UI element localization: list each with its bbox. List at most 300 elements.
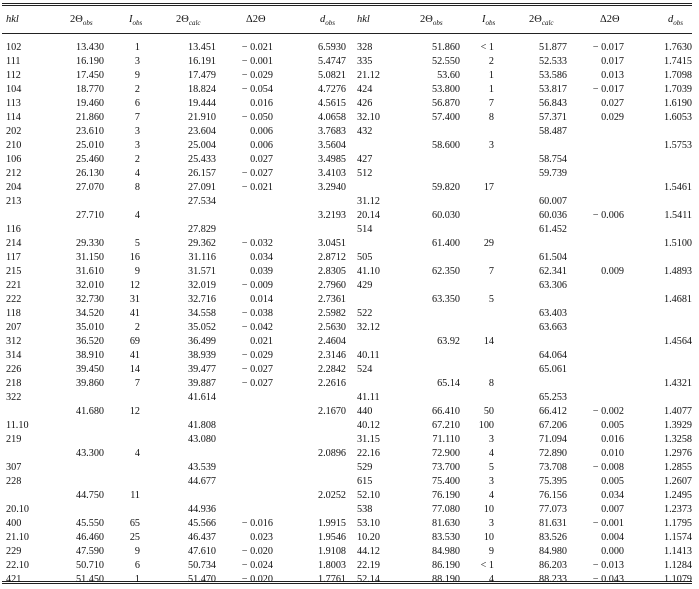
- cell-d-obs: 1.7415: [663, 56, 692, 67]
- cell-intensity-obs: 31: [129, 294, 140, 305]
- cell-hkl: 429: [357, 280, 373, 291]
- cell-two-theta-calc: 77.073: [538, 504, 567, 515]
- cell-two-theta-obs: 51.450: [75, 574, 104, 585]
- cell-two-theta-calc: 75.395: [538, 476, 567, 487]
- cell-two-theta-calc: 34.558: [187, 308, 216, 319]
- cell-delta-two-theta: 0.013: [601, 70, 624, 81]
- cell-hkl: 41.11: [357, 392, 380, 403]
- cell-d-obs: 1.9108: [317, 546, 346, 557]
- cell-hkl: 514: [357, 224, 373, 235]
- cell-intensity-obs: 5: [134, 238, 140, 249]
- cell-two-theta-obs: 88.190: [431, 574, 460, 585]
- cell-d-obs: 1.9915: [317, 518, 346, 529]
- cell-delta-two-theta: − 0.009: [241, 280, 273, 291]
- cell-d-obs: 3.7683: [317, 126, 346, 137]
- cell-two-theta-calc: 60.036: [538, 210, 567, 221]
- cell-two-theta-obs: 27.070: [75, 182, 104, 193]
- cell-two-theta-obs: 31.610: [75, 266, 104, 277]
- cell-two-theta-obs: 75.400: [431, 476, 460, 487]
- cell-intensity-obs: 6: [134, 560, 140, 571]
- cell-two-theta-obs: 81.630: [431, 518, 460, 529]
- cell-intensity-obs: 2: [134, 84, 140, 95]
- cell-two-theta-obs: 60.030: [431, 210, 460, 221]
- cell-two-theta-calc: 36.499: [187, 336, 216, 347]
- cell-intensity-obs: 9: [488, 546, 494, 557]
- cell-delta-two-theta: 0.034: [250, 252, 273, 263]
- cell-delta-two-theta: − 0.038: [241, 308, 273, 319]
- cell-intensity-obs: 7: [488, 266, 494, 277]
- cell-intensity-obs: 10: [483, 504, 494, 515]
- cell-delta-two-theta: 0.027: [601, 98, 624, 109]
- cell-d-obs: 2.4604: [317, 336, 346, 347]
- cell-two-theta-obs: 36.520: [75, 336, 104, 347]
- cell-d-obs: 3.0451: [317, 238, 346, 249]
- cell-delta-two-theta: − 0.027: [241, 378, 273, 389]
- cell-delta-two-theta: − 0.027: [241, 168, 273, 179]
- cell-hkl: 102: [6, 42, 22, 53]
- cell-d-obs: 2.5630: [317, 322, 346, 333]
- cell-delta-two-theta: 0.016: [250, 98, 273, 109]
- cell-two-theta-calc: 39.887: [187, 378, 216, 389]
- cell-d-obs: 4.5615: [317, 98, 346, 109]
- cell-hkl: 432: [357, 126, 373, 137]
- cell-intensity-obs: 100: [478, 420, 494, 431]
- cell-delta-two-theta: 0.034: [601, 490, 624, 501]
- cell-hkl: 214: [6, 238, 22, 249]
- cell-two-theta-obs: 47.590: [75, 546, 104, 557]
- cell-delta-two-theta: − 0.050: [241, 112, 273, 123]
- cell-d-obs: 1.2976: [663, 448, 692, 459]
- cell-intensity-obs: 4: [134, 448, 140, 459]
- cell-d-obs: 1.4893: [663, 266, 692, 277]
- cell-intensity-obs: 1: [488, 84, 494, 95]
- cell-two-theta-obs: 72.900: [431, 448, 460, 459]
- cell-intensity-obs: 17: [483, 182, 494, 193]
- cell-two-theta-obs: 56.870: [431, 98, 460, 109]
- cell-intensity-obs: 8: [488, 112, 494, 123]
- header-d-obs-right: $d_{obs}$: [668, 14, 683, 28]
- cell-two-theta-calc: 26.157: [187, 168, 216, 179]
- cell-intensity-obs: 14: [129, 364, 140, 375]
- cell-delta-two-theta: − 0.024: [241, 560, 273, 571]
- cell-two-theta-calc: 23.604: [187, 126, 216, 137]
- cell-d-obs: 1.4321: [663, 378, 692, 389]
- cell-d-obs: 3.2940: [317, 182, 346, 193]
- cell-intensity-obs: 2: [134, 322, 140, 333]
- cell-hkl: 52.10: [357, 490, 380, 501]
- cell-hkl: 20.14: [357, 210, 380, 221]
- cell-d-obs: 1.3258: [663, 434, 692, 445]
- cell-two-theta-calc: 65.253: [538, 392, 567, 403]
- cell-intensity-obs: 9: [134, 266, 140, 277]
- cell-two-theta-obs: 23.610: [75, 126, 104, 137]
- cell-two-theta-calc: 13.451: [187, 42, 216, 53]
- cell-two-theta-calc: 27.829: [187, 224, 216, 235]
- cell-d-obs: 2.0252: [317, 490, 346, 501]
- cell-two-theta-calc: 61.504: [538, 252, 567, 263]
- cell-intensity-obs: 25: [129, 532, 140, 543]
- cell-hkl: 228: [6, 476, 22, 487]
- cell-hkl: 118: [6, 308, 21, 319]
- cell-two-theta-obs: 44.750: [75, 490, 104, 501]
- cell-hkl: 22.16: [357, 448, 380, 459]
- cell-hkl: 615: [357, 476, 373, 487]
- cell-d-obs: 1.1079: [663, 574, 692, 585]
- cell-two-theta-obs: 67.210: [431, 420, 460, 431]
- cell-d-obs: 1.5100: [663, 238, 692, 249]
- cell-intensity-obs: 1: [134, 42, 140, 53]
- cell-two-theta-calc: 27.091: [187, 182, 216, 193]
- cell-d-obs: 2.3146: [317, 350, 346, 361]
- cell-intensity-obs: 9: [134, 546, 140, 557]
- cell-two-theta-calc: 84.980: [538, 546, 567, 557]
- cell-delta-two-theta: − 0.042: [241, 322, 273, 333]
- cell-two-theta-calc: 43.539: [187, 462, 216, 473]
- cell-two-theta-calc: 21.910: [187, 112, 216, 123]
- cell-d-obs: 1.2373: [663, 504, 692, 515]
- cell-two-theta-obs: 59.820: [431, 182, 460, 193]
- cell-intensity-obs: 5: [488, 462, 494, 473]
- cell-two-theta-calc: 43.080: [187, 434, 216, 445]
- cell-two-theta-obs: 25.010: [75, 140, 104, 151]
- cell-d-obs: 4.0658: [317, 112, 346, 123]
- cell-d-obs: 2.8305: [317, 266, 346, 277]
- cell-delta-two-theta: 0.004: [601, 532, 624, 543]
- cell-hkl: 440: [357, 406, 373, 417]
- cell-delta-two-theta: 0.006: [250, 140, 273, 151]
- cell-delta-two-theta: 0.017: [601, 56, 624, 67]
- cell-d-obs: 1.7761: [317, 574, 346, 585]
- cell-two-theta-calc: 32.716: [187, 294, 216, 305]
- cell-intensity-obs: 9: [134, 70, 140, 81]
- cell-d-obs: 1.7098: [663, 70, 692, 81]
- cell-two-theta-calc: 29.362: [187, 238, 216, 249]
- cell-two-theta-obs: 32.010: [75, 280, 104, 291]
- top-rule-2: [2, 5, 692, 6]
- cell-intensity-obs: 3: [488, 140, 494, 151]
- cell-two-theta-calc: 83.526: [538, 532, 567, 543]
- header-two-theta-calc-right: $2\Theta_{calc}$: [529, 14, 554, 28]
- cell-hkl: 421: [6, 574, 22, 585]
- cell-delta-two-theta: 0.006: [250, 126, 273, 137]
- cell-two-theta-obs: 19.460: [75, 98, 104, 109]
- cell-d-obs: 1.2495: [663, 490, 692, 501]
- cell-two-theta-obs: 76.190: [431, 490, 460, 501]
- cell-two-theta-obs: 58.600: [431, 140, 460, 151]
- cell-intensity-obs: 69: [129, 336, 140, 347]
- cell-delta-two-theta: 0.010: [601, 448, 624, 459]
- cell-two-theta-obs: 34.520: [75, 308, 104, 319]
- cell-hkl: 117: [6, 252, 21, 263]
- cell-two-theta-obs: 18.770: [75, 84, 104, 95]
- cell-hkl: 31.15: [357, 434, 380, 445]
- cell-two-theta-obs: 83.530: [431, 532, 460, 543]
- cell-hkl: 424: [357, 84, 373, 95]
- cell-delta-two-theta: − 0.001: [592, 518, 624, 529]
- cell-delta-two-theta: 0.016: [601, 434, 624, 445]
- cell-d-obs: 3.4103: [317, 168, 346, 179]
- cell-intensity-obs: 2: [488, 56, 494, 67]
- cell-delta-two-theta: 0.005: [601, 476, 624, 487]
- cell-two-theta-obs: 26.130: [75, 168, 104, 179]
- cell-two-theta-obs: 73.700: [431, 462, 460, 473]
- cell-hkl: 202: [6, 126, 22, 137]
- cell-intensity-obs: 3: [134, 126, 140, 137]
- cell-intensity-obs: 50: [483, 406, 494, 417]
- cell-two-theta-obs: 17.450: [75, 70, 104, 81]
- cell-delta-two-theta: 0.009: [601, 266, 624, 277]
- cell-d-obs: 1.1574: [663, 532, 692, 543]
- cell-two-theta-obs: 35.010: [75, 322, 104, 333]
- cell-hkl: 104: [6, 84, 22, 95]
- cell-delta-two-theta: 0.029: [601, 112, 624, 123]
- cell-two-theta-calc: 31.116: [188, 252, 216, 263]
- cell-hkl: 21.12: [357, 70, 380, 81]
- cell-two-theta-obs: 31.150: [75, 252, 104, 263]
- cell-two-theta-calc: 63.306: [538, 280, 567, 291]
- cell-intensity-obs: 3: [488, 476, 494, 487]
- cell-delta-two-theta: − 0.029: [241, 350, 273, 361]
- cell-two-theta-calc: 46.437: [187, 532, 216, 543]
- cell-hkl: 314: [6, 350, 22, 361]
- cell-delta-two-theta: − 0.054: [241, 84, 273, 95]
- cell-two-theta-calc: 63.663: [538, 322, 567, 333]
- cell-two-theta-obs: 46.460: [75, 532, 104, 543]
- cell-delta-two-theta: − 0.020: [241, 574, 273, 585]
- cell-intensity-obs: 41: [129, 350, 140, 361]
- header-two-theta-obs-right: $2\Theta_{obs}$: [420, 14, 443, 28]
- cell-delta-two-theta: − 0.027: [241, 364, 273, 375]
- cell-two-theta-calc: 47.610: [187, 546, 216, 557]
- cell-intensity-obs: 4: [488, 448, 494, 459]
- cell-hkl: 32.10: [357, 112, 380, 123]
- cell-two-theta-calc: 59.739: [538, 168, 567, 179]
- cell-two-theta-calc: 73.708: [538, 462, 567, 473]
- cell-hkl: 113: [6, 98, 21, 109]
- cell-two-theta-obs: 71.110: [432, 434, 460, 445]
- cell-intensity-obs: 8: [134, 182, 140, 193]
- cell-two-theta-calc: 88.233: [538, 574, 567, 585]
- cell-delta-two-theta: 0.027: [250, 154, 273, 165]
- header-two-theta-obs: $2\Theta_{obs}$: [70, 14, 93, 28]
- cell-hkl: 522: [357, 308, 373, 319]
- cell-delta-two-theta: 0.000: [601, 546, 624, 557]
- cell-two-theta-obs: 45.550: [75, 518, 104, 529]
- cell-delta-two-theta: − 0.016: [241, 518, 273, 529]
- cell-intensity-obs: 6: [134, 98, 140, 109]
- cell-hkl: 505: [357, 252, 373, 263]
- cell-delta-two-theta: − 0.029: [241, 70, 273, 81]
- cell-two-theta-obs: 53.60: [437, 70, 460, 81]
- cell-intensity-obs: 4: [488, 574, 494, 585]
- cell-two-theta-calc: 44.936: [187, 504, 216, 515]
- cell-two-theta-calc: 17.479: [187, 70, 216, 81]
- cell-two-theta-calc: 19.444: [187, 98, 216, 109]
- cell-intensity-obs: 7: [488, 98, 494, 109]
- cell-d-obs: 1.7039: [663, 84, 692, 95]
- cell-two-theta-calc: 58.754: [538, 154, 567, 165]
- cell-two-theta-calc: 51.470: [187, 574, 216, 585]
- cell-two-theta-calc: 56.843: [538, 98, 567, 109]
- cell-d-obs: 1.1795: [663, 518, 692, 529]
- cell-hkl: 226: [6, 364, 22, 375]
- cell-two-theta-calc: 53.586: [538, 70, 567, 81]
- cell-d-obs: 1.5411: [664, 210, 692, 221]
- cell-d-obs: 3.2193: [317, 210, 346, 221]
- cell-intensity-obs: 14: [483, 336, 494, 347]
- cell-two-theta-obs: 65.14: [437, 378, 460, 389]
- cell-two-theta-calc: 25.433: [187, 154, 216, 165]
- cell-hkl: 44.12: [357, 546, 380, 557]
- cell-d-obs: 5.4747: [317, 56, 346, 67]
- cell-hkl: 106: [6, 154, 22, 165]
- cell-intensity-obs: 11: [130, 490, 140, 501]
- cell-hkl: 312: [6, 336, 22, 347]
- cell-two-theta-obs: 84.980: [431, 546, 460, 557]
- cell-intensity-obs: 7: [134, 112, 140, 123]
- header-rule: [2, 33, 692, 34]
- cell-intensity-obs: < 1: [480, 560, 494, 571]
- cell-d-obs: 1.9546: [317, 532, 346, 543]
- header-hkl-right: hkl: [357, 14, 370, 25]
- cell-d-obs: 3.5604: [317, 140, 346, 151]
- cell-intensity-obs: < 1: [480, 42, 494, 53]
- cell-intensity-obs: 7: [134, 378, 140, 389]
- cell-d-obs: 2.7361: [317, 294, 346, 305]
- cell-two-theta-obs: 62.350: [431, 266, 460, 277]
- cell-hkl: 307: [6, 462, 22, 473]
- cell-two-theta-obs: 38.910: [75, 350, 104, 361]
- cell-hkl: 335: [357, 56, 373, 67]
- cell-hkl: 10.20: [357, 532, 380, 543]
- cell-two-theta-calc: 58.487: [538, 126, 567, 137]
- cell-d-obs: 3.4985: [317, 154, 346, 165]
- cell-two-theta-calc: 31.571: [187, 266, 216, 277]
- cell-two-theta-calc: 72.890: [538, 448, 567, 459]
- cell-hkl: 426: [357, 98, 373, 109]
- cell-two-theta-obs: 21.860: [75, 112, 104, 123]
- cell-intensity-obs: 4: [134, 168, 140, 179]
- cell-two-theta-calc: 41.808: [187, 420, 216, 431]
- cell-d-obs: 1.1284: [663, 560, 692, 571]
- cell-hkl: 218: [6, 378, 22, 389]
- cell-d-obs: 6.5930: [317, 42, 346, 53]
- cell-two-theta-obs: 27.710: [75, 210, 104, 221]
- cell-delta-two-theta: 0.039: [250, 266, 273, 277]
- cell-d-obs: 1.6190: [663, 98, 692, 109]
- cell-two-theta-calc: 57.371: [538, 112, 567, 123]
- cell-d-obs: 1.2607: [663, 476, 692, 487]
- header-delta-two-theta-right: Δ2Θ: [600, 14, 620, 25]
- cell-d-obs: 1.3929: [663, 420, 692, 431]
- cell-d-obs: 1.6053: [663, 112, 692, 123]
- cell-hkl: 22.10: [6, 560, 29, 571]
- cell-two-theta-calc: 76.156: [538, 490, 567, 501]
- cell-two-theta-calc: 18.824: [187, 84, 216, 95]
- cell-hkl: 215: [6, 266, 22, 277]
- cell-two-theta-calc: 60.007: [538, 196, 567, 207]
- cell-delta-two-theta: 0.021: [250, 336, 273, 347]
- cell-two-theta-obs: 41.680: [75, 406, 104, 417]
- header-hkl: hkl: [6, 14, 19, 25]
- cell-two-theta-obs: 50.710: [75, 560, 104, 571]
- cell-d-obs: 1.4564: [663, 336, 692, 347]
- cell-hkl: 20.10: [6, 504, 29, 515]
- cell-hkl: 111: [6, 56, 21, 67]
- cell-two-theta-obs: 63.350: [431, 294, 460, 305]
- cell-two-theta-obs: 39.860: [75, 378, 104, 389]
- cell-two-theta-calc: 63.403: [538, 308, 567, 319]
- cell-intensity-obs: 3: [134, 140, 140, 151]
- cell-two-theta-calc: 52.533: [538, 56, 567, 67]
- cell-two-theta-calc: 45.566: [187, 518, 216, 529]
- cell-two-theta-calc: 27.534: [187, 196, 216, 207]
- cell-hkl: 322: [6, 392, 22, 403]
- cell-two-theta-calc: 71.094: [538, 434, 567, 445]
- cell-intensity-obs: 1: [134, 574, 140, 585]
- cell-hkl: 40.11: [357, 350, 380, 361]
- cell-intensity-obs: 5: [488, 294, 494, 305]
- cell-d-obs: 1.4681: [663, 294, 692, 305]
- cell-two-theta-calc: 53.817: [538, 84, 567, 95]
- cell-hkl: 328: [357, 42, 373, 53]
- cell-two-theta-obs: 51.860: [431, 42, 460, 53]
- cell-intensity-obs: 2: [134, 154, 140, 165]
- cell-delta-two-theta: − 0.017: [592, 84, 624, 95]
- cell-d-obs: 2.2616: [317, 378, 346, 389]
- cell-delta-two-theta: 0.014: [250, 294, 273, 305]
- cell-hkl: 212: [6, 168, 22, 179]
- cell-d-obs: 1.5753: [663, 140, 692, 151]
- cell-hkl: 21.10: [6, 532, 29, 543]
- header-delta-two-theta: Δ2Θ: [246, 14, 266, 25]
- cell-two-theta-obs: 29.330: [75, 238, 104, 249]
- cell-hkl: 52.14: [357, 574, 380, 585]
- cell-intensity-obs: 12: [129, 406, 140, 417]
- cell-d-obs: 1.8003: [317, 560, 346, 571]
- cell-d-obs: 2.7960: [317, 280, 346, 291]
- cell-d-obs: 2.1670: [317, 406, 346, 417]
- cell-two-theta-calc: 44.677: [187, 476, 216, 487]
- cell-delta-two-theta: − 0.017: [592, 42, 624, 53]
- cell-two-theta-calc: 41.614: [187, 392, 216, 403]
- cell-two-theta-obs: 52.550: [431, 56, 460, 67]
- cell-d-obs: 2.0896: [317, 448, 346, 459]
- cell-two-theta-obs: 77.080: [431, 504, 460, 515]
- cell-hkl: 53.10: [357, 518, 380, 529]
- cell-delta-two-theta: − 0.021: [241, 42, 273, 53]
- cell-two-theta-obs: 66.410: [431, 406, 460, 417]
- cell-delta-two-theta: 0.023: [250, 532, 273, 543]
- cell-two-theta-obs: 86.190: [431, 560, 460, 571]
- cell-hkl: 40.12: [357, 420, 380, 431]
- header-d-obs: $d_{obs}$: [320, 14, 335, 28]
- header-i-obs-right: $I_{obs}$: [482, 14, 496, 28]
- cell-delta-two-theta: − 0.008: [592, 462, 624, 473]
- cell-delta-two-theta: − 0.043: [592, 574, 624, 585]
- cell-intensity-obs: 4: [488, 490, 494, 501]
- cell-hkl: 210: [6, 140, 22, 151]
- cell-two-theta-calc: 51.877: [538, 42, 567, 53]
- cell-d-obs: 4.7276: [317, 84, 346, 95]
- cell-hkl: 22.19: [357, 560, 380, 571]
- cell-delta-two-theta: − 0.001: [241, 56, 273, 67]
- cell-hkl: 204: [6, 182, 22, 193]
- cell-intensity-obs: 4: [134, 210, 140, 221]
- cell-hkl: 32.12: [357, 322, 380, 333]
- cell-two-theta-obs: 16.190: [75, 56, 104, 67]
- cell-two-theta-calc: 61.452: [538, 224, 567, 235]
